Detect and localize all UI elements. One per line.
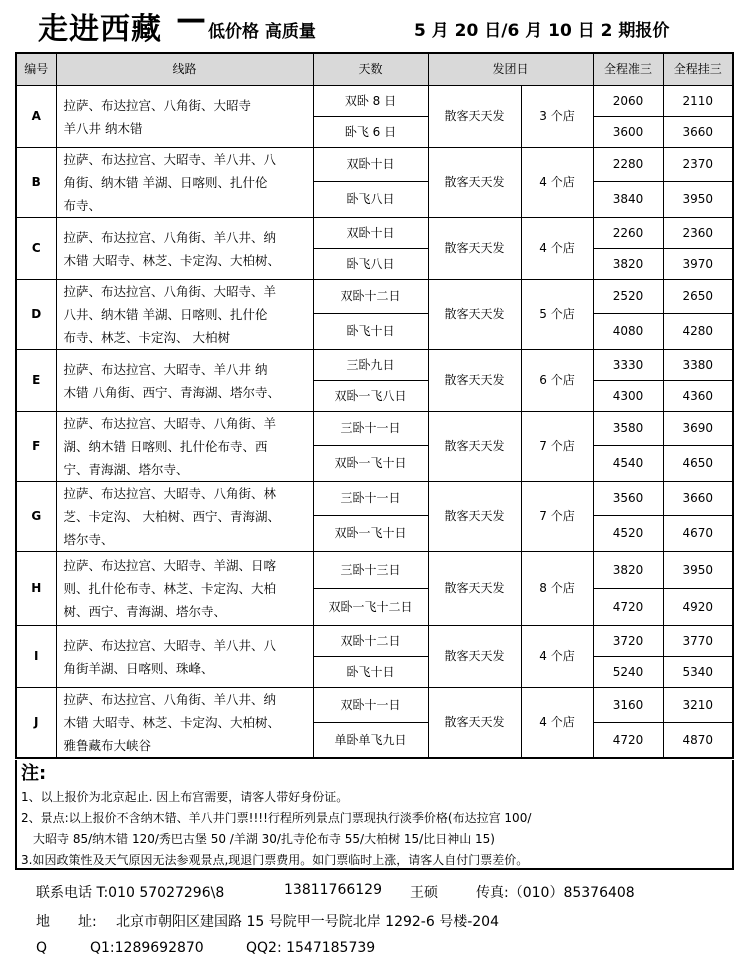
store-count: 3 个店	[521, 86, 593, 148]
departure-schedule: 散客天天发	[428, 280, 521, 350]
days-option: 双卧十日	[313, 148, 428, 182]
route-line: 木错 八角街、西宁、青海湖、塔尔寺、	[63, 384, 280, 400]
route-description	[56, 552, 313, 626]
price-quasi3: 4720	[593, 723, 663, 758]
days-option: 卧飞十日	[313, 657, 428, 688]
table-body	[16, 86, 733, 759]
note-line-1: 1、以上报价为北京起止. 因上布宫需要，请客人带好身份证。	[21, 790, 349, 804]
days-option: 卧飞十日	[313, 314, 428, 350]
price-quasi3: 3820	[593, 249, 663, 280]
store-count: 5 个店	[521, 280, 593, 350]
route-code: F	[16, 412, 56, 482]
route-line: 木错 大昭寺、林芝、卡定沟、大柏树、	[63, 252, 280, 268]
price-quasi3: 2280	[593, 148, 663, 182]
route-line: 八井、纳木错 羊湖、日喀则、扎什伦	[63, 307, 268, 322]
header-departure: 发团日	[428, 53, 593, 86]
store-count: 7 个店	[521, 412, 593, 482]
route-line: 拉萨、布达拉宫、大昭寺、羊八井、八	[63, 637, 277, 653]
departure-schedule: 散客天天发	[428, 626, 521, 688]
price-gua3: 4650	[663, 446, 733, 482]
price-quasi3: 2260	[593, 218, 663, 249]
route-line: 布寺、	[63, 198, 102, 213]
route-description	[56, 412, 313, 482]
table-row	[16, 280, 733, 314]
header-days: 天数	[313, 53, 428, 86]
route-line: 拉萨、布达拉宫、八角街、大昭寺	[63, 97, 252, 113]
price-table	[15, 52, 734, 759]
days-option: 三卧九日	[313, 350, 428, 381]
route-line: 则、扎什伦布寺、林芝、卡定沟、大柏	[63, 581, 277, 596]
price-quasi3: 3580	[593, 412, 663, 446]
page-header	[0, 0, 748, 52]
route-line: 湖、纳木错 日喀则、扎什伦布寺、西	[63, 439, 268, 454]
address-label: 地 址:	[36, 914, 97, 930]
price-quasi3: 5240	[593, 657, 663, 688]
days-option: 双卧一飞十日	[313, 516, 428, 552]
route-description	[56, 350, 313, 412]
table-row	[16, 412, 733, 446]
route-line: 宁、青海湖、塔尔寺、	[63, 462, 189, 477]
price-quasi3: 3160	[593, 688, 663, 723]
store-count: 7 个店	[521, 482, 593, 552]
price-quasi3: 3600	[593, 117, 663, 148]
price-gua3: 3950	[663, 552, 733, 589]
price-gua3: 4360	[663, 381, 733, 412]
route-description	[56, 86, 313, 148]
table-row	[16, 148, 733, 182]
price-gua3: 5340	[663, 657, 733, 688]
price-gua3: 4280	[663, 314, 733, 350]
departure-schedule: 散客天天发	[428, 552, 521, 626]
days-option: 卧飞八日	[313, 249, 428, 280]
price-gua3: 2110	[663, 86, 733, 117]
table-row	[16, 218, 733, 249]
route-code: B	[16, 148, 56, 218]
quote-dates: 5 月 20 日/6 月 10 日 2 期报价	[414, 21, 670, 41]
departure-schedule: 散客天天发	[428, 482, 521, 552]
route-line: 芝、卡定沟、 大柏树、西宁、青海湖、	[63, 509, 280, 524]
price-quasi3: 3560	[593, 482, 663, 516]
route-description	[56, 482, 313, 552]
price-gua3: 3970	[663, 249, 733, 280]
route-line: 拉萨、布达拉宫、八角街、大昭寺、羊	[63, 284, 277, 299]
route-code: I	[16, 626, 56, 688]
route-line: 塔尔寺、	[63, 532, 114, 547]
days-option: 双卧一飞十二日	[313, 589, 428, 626]
price-quasi3: 3820	[593, 552, 663, 589]
route-line: 拉萨、布达拉宫、大昭寺、八角街、林	[63, 486, 277, 501]
days-option: 双卧一飞八日	[313, 381, 428, 412]
page-subtitle: 低价格 高质量	[208, 22, 316, 42]
price-gua3: 3380	[663, 350, 733, 381]
store-count: 6 个店	[521, 350, 593, 412]
price-quasi3: 2520	[593, 280, 663, 314]
route-code: A	[16, 86, 56, 148]
route-line: 拉萨、布达拉宫、八角街、羊八井、纳	[63, 692, 277, 707]
route-description	[56, 688, 313, 759]
price-gua3: 4670	[663, 516, 733, 552]
title-dash: —	[176, 2, 206, 37]
store-count: 4 个店	[521, 148, 593, 218]
price-quasi3: 2060	[593, 86, 663, 117]
route-line: 拉萨、布达拉宫、大昭寺、羊八井 纳	[63, 361, 268, 377]
days-option: 双卧 8 日	[313, 86, 428, 117]
price-gua3: 3210	[663, 688, 733, 723]
days-option: 单卧单飞九日	[313, 723, 428, 758]
table-row	[16, 552, 733, 589]
price-gua3: 3770	[663, 626, 733, 657]
route-description	[56, 218, 313, 280]
price-gua3: 2360	[663, 218, 733, 249]
route-line: 雅鲁藏布大峡谷	[63, 738, 152, 753]
route-description	[56, 280, 313, 350]
qq-1: Q1:1289692870	[90, 940, 204, 956]
note-line-4: 3.如因政策性及天气原因无法参观景点,现退门票费用。如门票临时上涨，请客人自付门票差价。	[21, 853, 529, 867]
price-gua3: 3950	[663, 182, 733, 218]
phone-number: 联系电话 T:010 57027296\8	[36, 885, 225, 901]
price-gua3: 4870	[663, 723, 733, 758]
departure-schedule: 散客天天发	[428, 688, 521, 759]
days-option: 三卧十一日	[313, 482, 428, 516]
price-gua3: 3690	[663, 412, 733, 446]
departure-schedule: 散客天天发	[428, 218, 521, 280]
table-row	[16, 482, 733, 516]
departure-schedule: 散客天天发	[428, 350, 521, 412]
route-line: 拉萨、布达拉宫、八角街、羊八井、纳	[63, 229, 277, 245]
address-text: 北京市朝阳区建国路 15 号院甲一号院北岸 1292-6 号楼-204	[116, 914, 499, 930]
header-route: 线路	[56, 53, 313, 86]
days-option: 双卧十一日	[313, 688, 428, 723]
price-quasi3: 3840	[593, 182, 663, 218]
price-quasi3: 4300	[593, 381, 663, 412]
route-code: J	[16, 688, 56, 759]
store-count: 4 个店	[521, 218, 593, 280]
price-quasi3: 4520	[593, 516, 663, 552]
store-count: 4 个店	[521, 688, 593, 759]
departure-schedule: 散客天天发	[428, 412, 521, 482]
header-price-gua3: 全程挂三	[663, 53, 733, 86]
note-line-2: 2、景点:以上报价不含纳木错、羊八井门票!!!!行程所列景点门票现执行淡季价格(布达拉宫 100/	[21, 811, 532, 825]
note-line-3: 大昭寺 85/纳木错 120/秀巴古堡 50 /羊湖 30/扎寺伦布寺 55/大柏树 15/比日神山 15)	[33, 832, 495, 846]
table-row	[16, 350, 733, 381]
days-option: 卧飞 6 日	[313, 117, 428, 148]
route-line: 拉萨、布达拉宫、大昭寺、羊湖、日喀	[63, 558, 277, 573]
price-quasi3: 4720	[593, 589, 663, 626]
route-code: C	[16, 218, 56, 280]
qq-label: Q	[36, 940, 48, 956]
route-code: E	[16, 350, 56, 412]
route-line: 拉萨、布达拉宫、大昭寺、八角街、羊	[63, 416, 277, 431]
price-quasi3: 4080	[593, 314, 663, 350]
route-code: D	[16, 280, 56, 350]
route-line: 羊八井 纳木错	[63, 120, 143, 136]
mobile-number: 13811766129	[284, 882, 382, 898]
price-gua3: 2370	[663, 148, 733, 182]
route-code: H	[16, 552, 56, 626]
route-line: 拉萨、布达拉宫、大昭寺、羊八井、八	[63, 152, 277, 167]
days-option: 双卧十二日	[313, 626, 428, 657]
days-option: 双卧十日	[313, 218, 428, 249]
route-line: 木错 大昭寺、林芝、卡定沟、大柏树、	[63, 715, 280, 730]
days-option: 三卧十三日	[313, 552, 428, 589]
table-row	[16, 626, 733, 657]
notes-section	[15, 760, 734, 870]
route-line: 树、西宁、青海湖、塔尔寺、	[63, 604, 227, 619]
route-line: 布寺、林芝、卡定沟、 大柏树	[63, 330, 230, 345]
table-row	[16, 86, 733, 117]
page-title: 走进西藏	[38, 12, 162, 47]
route-line: 角街羊湖、日喀则、珠峰、	[63, 660, 214, 676]
days-option: 双卧一飞十日	[313, 446, 428, 482]
price-quasi3: 3330	[593, 350, 663, 381]
price-gua3: 3660	[663, 117, 733, 148]
days-option: 卧飞八日	[313, 182, 428, 218]
price-gua3: 2650	[663, 280, 733, 314]
price-gua3: 4920	[663, 589, 733, 626]
route-description	[56, 148, 313, 218]
route-description	[56, 626, 313, 688]
departure-schedule: 散客天天发	[428, 148, 521, 218]
price-gua3: 3660	[663, 482, 733, 516]
contact-person: 王硕	[410, 885, 438, 901]
store-count: 8 个店	[521, 552, 593, 626]
route-line: 角街、纳木错 羊湖、日喀则、扎什伦	[63, 175, 268, 190]
header-price-quasi3: 全程准三	[593, 53, 663, 86]
header-code: 编号	[16, 53, 56, 86]
days-option: 三卧十一日	[313, 412, 428, 446]
table-row	[16, 688, 733, 723]
store-count: 4 个店	[521, 626, 593, 688]
price-quasi3: 3720	[593, 626, 663, 657]
notes-title: 注:	[21, 763, 47, 784]
price-quasi3: 4540	[593, 446, 663, 482]
fax-number: 传真:（010）85376408	[476, 885, 635, 901]
departure-schedule: 散客天天发	[428, 86, 521, 148]
route-code: G	[16, 482, 56, 552]
table-header-row	[16, 53, 733, 86]
days-option: 双卧十二日	[313, 280, 428, 314]
qq-2: QQ2: 1547185739	[246, 940, 376, 956]
